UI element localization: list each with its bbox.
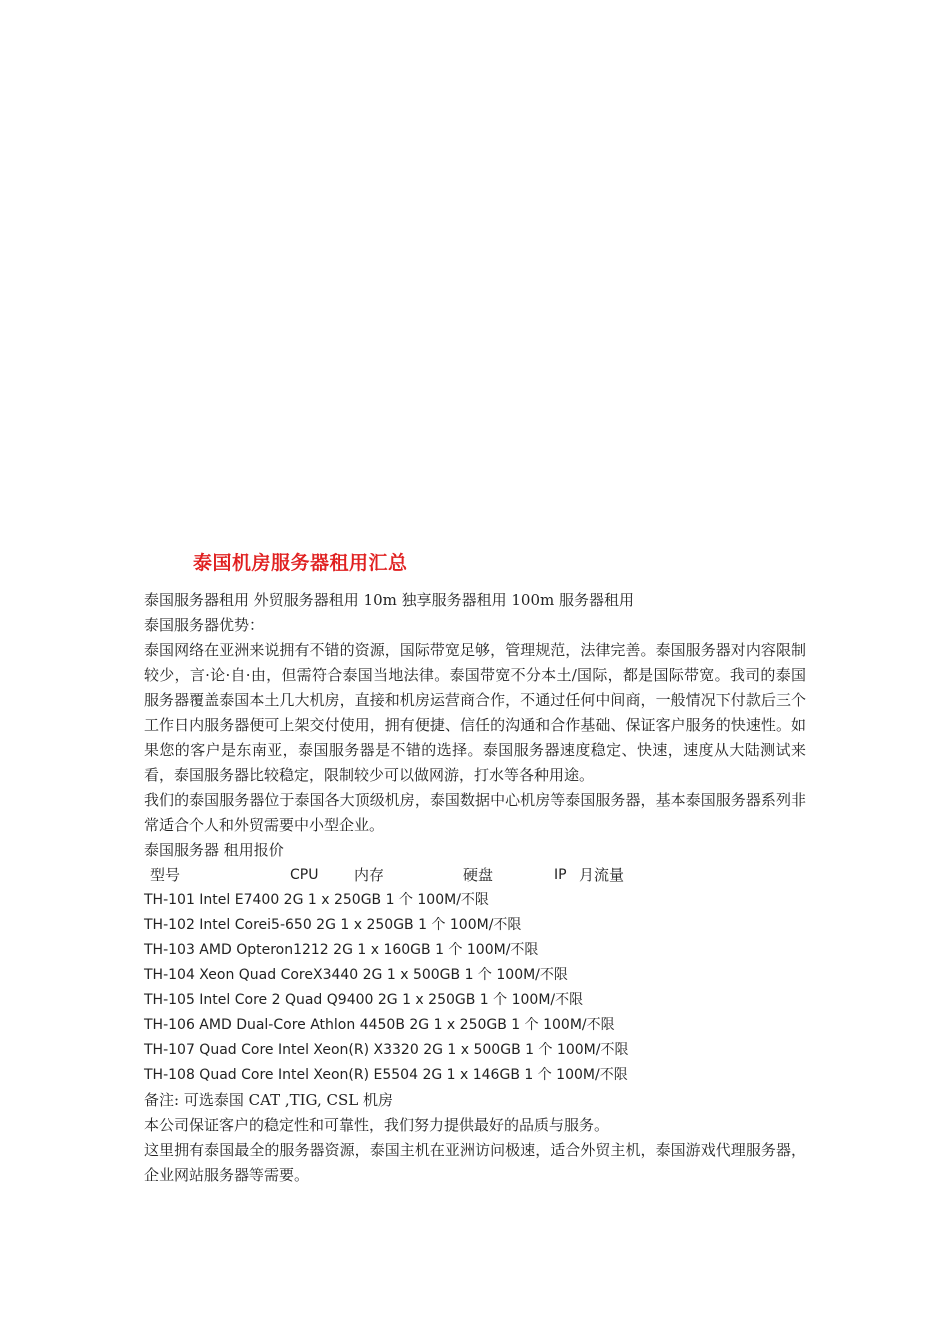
keywords-line: 泰国服务器租用 外贸服务器租用 10m 独享服务器租用 100m 服务器租用: [144, 591, 635, 609]
datacenter-note: 备注: 可选泰国 CAT ,TIG, CSL 机房: [144, 1091, 394, 1109]
paragraph-advantages: 泰国网络在亚洲来说拥有不错的资源，国际带宽足够，管理规范，法律完善。泰国服务器对内容限制较少，言·论·自·由，但需符合泰国当地法律。泰国带宽不分本土/国际，都是国际带宽。我司的泰国服务器覆盖泰国本土几大机房，直接和机房运营商合作，不通过任何中间商，一般情况下付款后三个工作日内服务器便可上架交付使用，拥有便捷、信任的沟通和合作基础、保证客户服务的快速性。如果您的客户是东南亚，泰国服务器是不错的选择。泰国服务器速度稳定、快速，速度从大陆测试来看，泰国服务器比较稳定，限制较少可以做网游，打水等各种用途。: [144, 641, 806, 784]
header-disk: 硬盘: [463, 866, 494, 884]
paragraph-locations: 我们的泰国服务器位于泰国各大顶级机房，泰国数据中心机房等泰国服务器，基本泰国服务器系列非常适合个人和外贸需要中小型企业。: [144, 791, 806, 834]
price-heading: 泰国服务器 租用报价: [144, 841, 284, 859]
document-body: [144, 588, 806, 1188]
table-row: TH-106 AMD Dual-Core Athlon 4450B 2G 1 x 250GB 1 个 100M/不限: [144, 1017, 615, 1033]
price-table-header: [144, 863, 806, 888]
header-memory: 内存: [354, 866, 385, 884]
closing-paragraph: 这里拥有泰国最全的服务器资源，泰国主机在亚洲访问极速，适合外贸主机，泰国游戏代理服务器，企业网站服务器等需要。: [144, 1141, 806, 1184]
table-row: TH-101 Intel E7400 2G 1 x 250GB 1 个 100M/不限: [144, 892, 489, 908]
table-row: TH-105 Intel Core 2 Quad Q9400 2G 1 x 250GB 1 个 100M/不限: [144, 992, 584, 1008]
table-row: TH-107 Quad Core Intel Xeon(R) X3320 2G 1 x 500GB 1 个 100M/不限: [144, 1042, 629, 1058]
service-promise: 本公司保证客户的稳定性和可靠性，我们努力提供最好的品质与服务。: [144, 1116, 610, 1134]
header-ip: IP: [554, 867, 567, 883]
header-traffic: 月流量: [579, 866, 625, 884]
table-row: TH-102 Intel Corei5-650 2G 1 x 250GB 1 个 100M/不限: [144, 917, 522, 933]
table-row: TH-108 Quad Core Intel Xeon(R) E5504 2G 1 x 146GB 1 个 100M/不限: [144, 1067, 628, 1083]
header-model: 型号: [150, 866, 181, 884]
table-row: TH-104 Xeon Quad CoreX3440 2G 1 x 500GB 1 个 100M/不限: [144, 967, 568, 983]
document-title: 泰国机房服务器租用汇总: [193, 552, 408, 574]
advantages-heading: 泰国服务器优势：: [144, 616, 265, 634]
header-cpu: CPU: [290, 867, 319, 883]
table-row: TH-103 AMD Opteron1212 2G 1 x 160GB 1 个 100M/不限: [144, 942, 539, 958]
